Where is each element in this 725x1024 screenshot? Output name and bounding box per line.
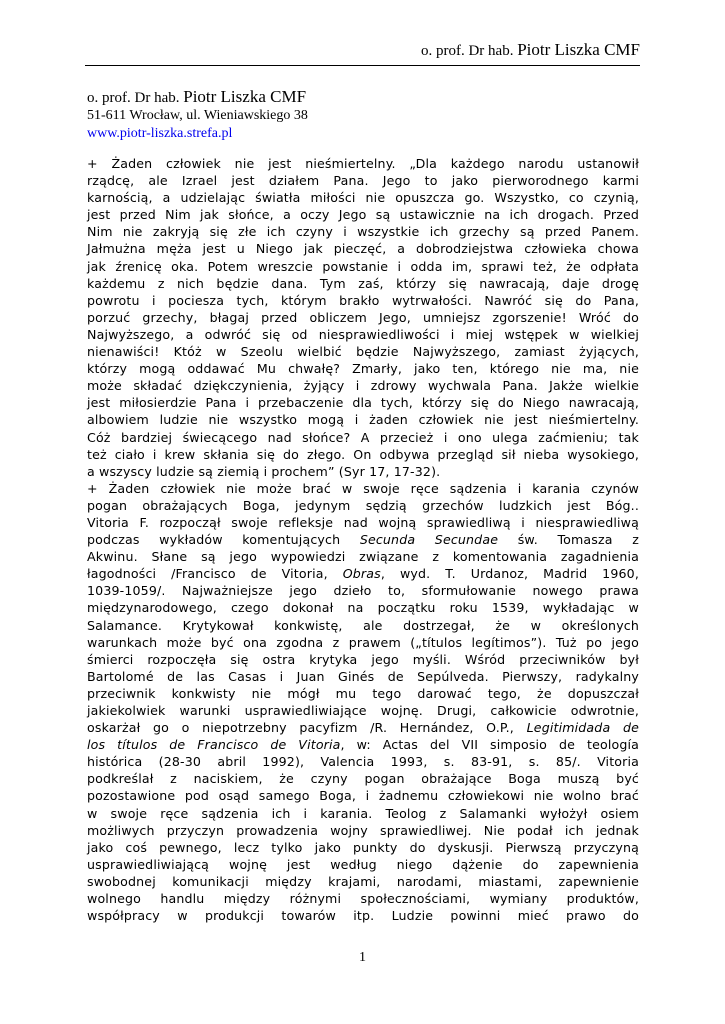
text-line: porzuć grzechy, błagaj przed obliczem Jego, umniejsz zgorszenie! Wróć do (87, 309, 639, 325)
header-author-name: Piotr Liszka CMF (517, 40, 640, 59)
text-line: którzy mogą oddawać Mu chwałę? Zmarły, jako ten, którego nie ma, nie (87, 361, 639, 377)
text-line: międzynarodowego, czego dokonał na początku roku 1539, wykładając w (87, 600, 639, 616)
author-name: Piotr Liszka CMF (183, 87, 307, 106)
italic-title: Secunda Secundae (359, 532, 499, 548)
italic-title: los títulos de Francisco de Vitoria (87, 737, 341, 753)
text-line: Cóż bardziej świecącego nad słońce? A przecież i ono ulega zaćmieniu; tak (87, 429, 639, 445)
author-prefix: o. prof. Dr hab. (87, 90, 184, 106)
text-line: usprawiedliwiającą wojnę jest według niego dążenie do zapewnienia (87, 856, 639, 872)
text-line: + Żaden człowiek nie może brać w swoje ręce sądzenia i karania czynów (87, 480, 639, 496)
text-line: pogan obrażających Boga, jedynym sędzią grzechów ludzkich jest Bóg.. (87, 497, 639, 513)
italic-title: Legitimidada de (526, 720, 639, 736)
text-line (87, 719, 639, 736)
text-line: pozostawione pod osąd samego Boga, i żadnemu człowiekowi nie wolno brać (87, 788, 639, 804)
text-line: Vitoria F. rozpoczął swoje refleksje nad wojną sprawiedliwą i niesprawiedliwą (87, 514, 639, 530)
text-line: albowiem ludzie nie wszystko mogą i żaden człowiek nie jest nieśmiertelny. (87, 412, 639, 428)
text-line: śmierci rozpoczęła się ostra krytyka jego myśli. Wśród przeciwników był (87, 651, 639, 667)
text-line: Bartolomé de las Casas i Juan Ginés de Sepúlveda. Pierwszy, radykalny (87, 668, 639, 684)
text-line: a wszyscy ludzie są ziemią i prochem” (Syr 17, 17-32). (87, 463, 441, 479)
text-line (87, 736, 639, 753)
text-line: swobodnej komunikacji między krajami, narodami, miastami, zapewnienie (87, 873, 639, 889)
text-line: warunkach może być ona zgodna z prawem („títulos legítimos”). Tuż po jego (87, 634, 639, 650)
author-address-block (87, 88, 308, 143)
text-line: powrotu i pociesza tych, którym brakło wytrwałości. Nawróć się do Pana, (87, 292, 639, 308)
text-line (87, 565, 639, 582)
text-line: jest miłosierdzie Pana i przebaczenie dla tych, którzy się do Niego nawracają, (87, 395, 639, 411)
text-line: karnością, a udzielając światła miłości nie opuszcza go. Wszystko, co czynią, (87, 190, 639, 206)
paragraph-2 (87, 480, 639, 924)
text-line: przeciwnik konkwisty nie mógł mu tego darować tego, że dopuszczał (87, 685, 639, 701)
italic-title: Obras (342, 566, 381, 582)
author-line (87, 88, 308, 107)
text-line: wolnego handlu między różnymi społecznościami, wymiany produktów, (87, 891, 639, 907)
text-line: Akwinu. Słane są jego wypowiedzi związane z komentowania zagadnienia (87, 549, 639, 565)
text-run: oskarżał go o niepotrzebny pacyfizm /R. Hernández, O.P., (87, 720, 527, 736)
text-line (87, 531, 639, 548)
text-run: , w: Actas del VII simposio de teología (340, 737, 639, 753)
page-number: 1 (359, 950, 366, 965)
body-text (87, 155, 639, 924)
header-prefix: o. prof. Dr hab. (420, 43, 518, 59)
text-line: histórica (28-30 abril 1992), Valencia 1993, s. 83-91, s. 85/. Vitoria (87, 754, 639, 770)
header-rule (85, 65, 640, 66)
text-line: jakiekolwiek warunki usprawiedliwiające wojnę. Drugi, całkowicie odwrotnie, (87, 703, 639, 718)
text-line: rządcę, ale Izrael jest działem Pana. Jego to jako pierworodnego karmi (87, 173, 639, 189)
text-line: Nim nie zakryją się złe ich czyny i wszystkie ich grzechy są przed Panem. (87, 224, 639, 240)
text-line: Jałmużna męża jest u Niego jak pieczęć, a dobrodziejstwa człowieka chowa (87, 241, 639, 257)
text-line: jak źrenicę oka. Potem wreszcie powstanie i odda im, sprawi też, że odpłata (87, 258, 639, 274)
text-line: nienawiści! Któż w Szeolu wielbić będzie Najwyższego, zamiast żyjących, (87, 344, 639, 360)
text-line: w swoje ręce sądzenia ich i karania. Teolog z Salamanki wyłożył osiem (87, 805, 639, 821)
text-run: , wyd. T. Urdanoz, Madrid 1960, (380, 566, 639, 582)
text-line: jest przed Nim jak słońce, a oczy Jego są ustawicznie na ich drogach. Przed (87, 207, 639, 223)
text-line: możliwych przyczyn prowadzenia wojny sprawiedliwej. Nie podał ich jednak (87, 822, 639, 838)
text-run: św. Tomasza z (498, 532, 639, 548)
text-line: jako coś pewnego, lecz tylko jako punkty do dyskusji. Pierwszą przyczyną (87, 839, 639, 855)
text-line: Salamance. Krytykował konkwistę, ale dostrzegał, że w określonych (87, 617, 639, 633)
website-link[interactable]: www.piotr-liszka.strefa.pl (87, 126, 233, 141)
text-line: + Żaden człowiek nie jest nieśmiertelny. „Dla każdego narodu ustanowił (87, 156, 639, 171)
text-line: podkreślał z naciskiem, że czyny pogan obrażające Boga muszą być (87, 771, 639, 787)
text-line: współpracy w produkcji towarów itp. Ludzie powinni mieć prawo do (87, 908, 639, 924)
street-address: 51-611 Wrocław, ul. Wieniawskiego 38 (87, 108, 308, 123)
text-run: łagodności /Francisco de Vitoria, (87, 566, 343, 582)
text-line: każdemu z nich będzie dana. Tym zaś, którzy się nawracają, daje drogę (87, 275, 639, 291)
text-line: 1039-1059/. Najważniejsze jego dzieło to, sformułowanie nowego prawa (87, 583, 639, 599)
running-header (421, 40, 640, 60)
text-line: Najwyższego, a odwróć się od niesprawiedliwości i miej wstępek w wielkiej (87, 326, 639, 342)
text-line: też ciało i krew skłania się do złego. On odbywa przegląd sił nieba wysokiego, (87, 446, 639, 462)
paragraph-1 (87, 155, 639, 480)
text-run: podczas wykładów komentujących (87, 532, 360, 548)
text-line: może składać dziękczynienia, żyjący i zdrowy wychwala Pana. Jakże wielkie (87, 378, 639, 394)
